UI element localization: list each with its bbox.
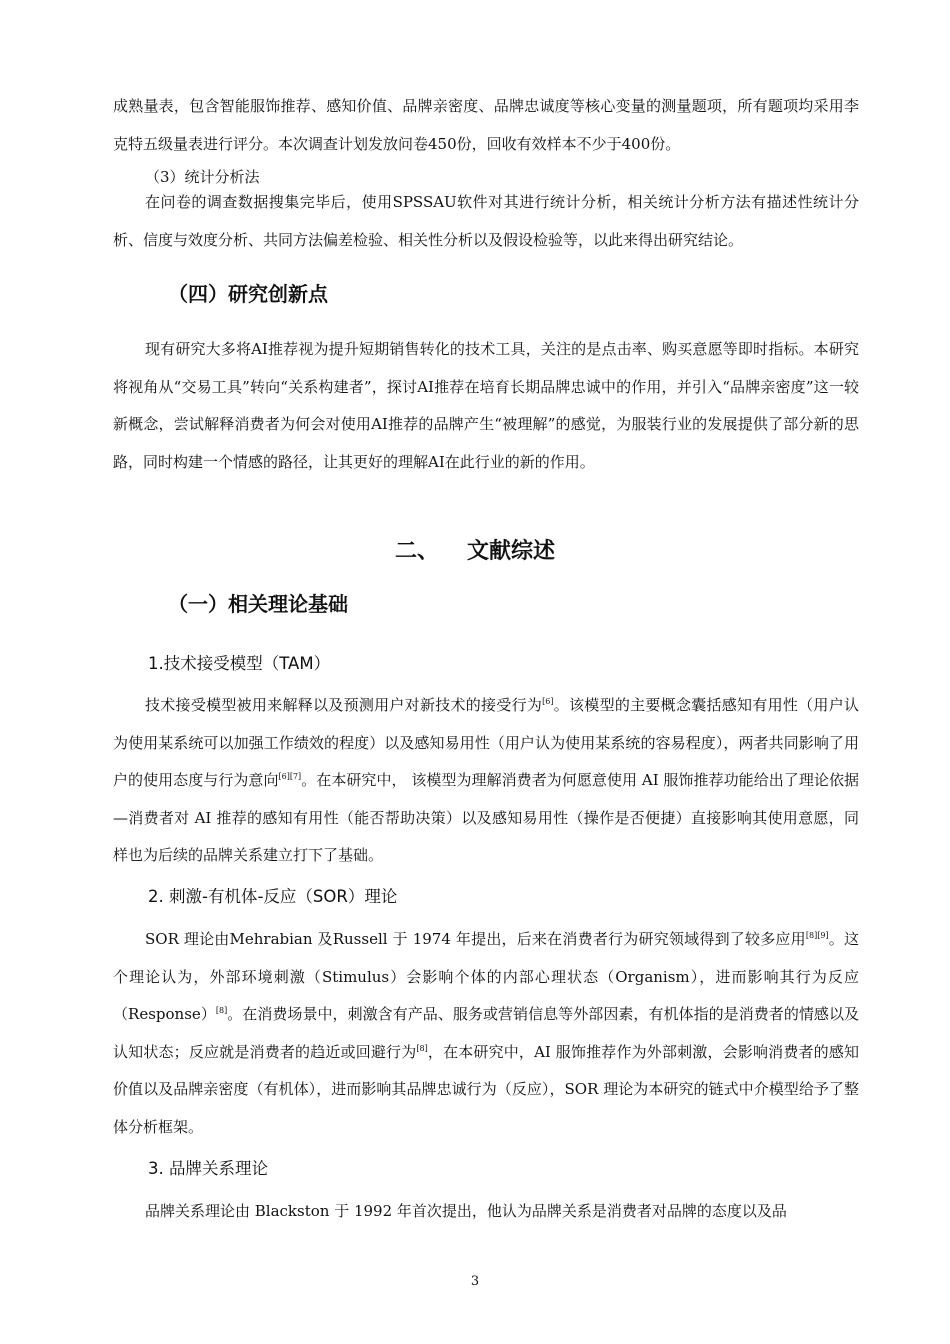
chapter-number: 二、 [394, 539, 439, 564]
paragraph-statistics: 在问卷的调查数据搜集完毕后，使用SPSSAU软件对其进行统计分析，相关统计分析方法有描述性统计分析、信度与效度分析、共同方法偏差检验、相关性分析以及假设检验等，以此来得出研究结论。 [113, 193, 859, 249]
subheading-sor: 2. 刺激-有机体-反应（SOR）理论 [148, 887, 398, 906]
citation-ref: [6][7] [278, 772, 302, 781]
subheading-brand-relationship: 3. 品牌关系理论 [148, 1159, 268, 1178]
section-heading-innovation: （四）研究创新点 [168, 282, 328, 306]
citation-ref: [8][9] [805, 931, 829, 940]
chapter-title: 文献综述 [467, 539, 556, 564]
subheading-tam: 1.技术接受模型（TAM） [148, 654, 331, 673]
citation-ref: [6] [542, 697, 554, 706]
paragraph-sor: SOR 理论由Mehrabian 及Russell 于 1974 年提出，后来在消费者行为研究领域得到了较多应用[8][9]。这个理论认为，外部环境刺激（Stimulus）会影响个体的内部心理状态（Organism），进而影响其行为反应（Response）[8]。在消费场景中，刺激含有产品、服务或营销信息等外部因素，有机体指的是消费者的情感以及认知状态；反应就是消费者的趋近或回避行为[8]，在本研究中，AI 服饰推荐作为外部刺激，会影响消费者的感知价值以及品牌亲密度（有机体），进而影响其品牌忠诚行为（反应），SOR 理论为本研究的链式中介模型给予了整体分析框架。 [113, 930, 859, 1136]
paragraph-brand-relationship: 品牌关系理论由 Blackston 于 1992 年首次提出，他认为品牌关系是消费者对品牌的态度以及品 [145, 1202, 787, 1220]
section-heading-theory: （一）相关理论基础 [168, 592, 348, 616]
citation-ref: [8] [416, 1043, 428, 1053]
paragraph-tam: 技术接受模型被用来解释以及预测用户对新技术的接受行为[6]。该模型的主要概念囊括感知有用性（用户认为使用某系统可以加强工作绩效的程度）以及感知易用性（用户认为使用某系统的容易程度），两者共同影响了用户的使用态度与行为意向[6][7]。在本研究中， 该模型为理解消费者为何愿意使用 AI 服饰推荐功能给出了理论依据—消费者对 AI 推荐的感知有用性（能否帮助决策）以及感知易用性（操作是否便捷）直接影响其使用意愿，同样也为后续的品牌关系建立打下了基础。 [113, 696, 859, 864]
paragraph-questionnaire: 成熟量表，包含智能服饰推荐、感知价值、品牌亲密度、品牌忠诚度等核心变量的测量题项，所有题项均采用李克特五级量表进行评分。本次调查计划发放问卷450份，回收有效样本不少于400份。 [113, 97, 859, 153]
page-number: 3 [470, 1274, 480, 1289]
paragraph-innovation: 现有研究大多将AI推荐视为提升短期销售转化的技术工具，关注的是点击率、购买意愿等即时指标。本研究将视角从“交易工具”转向“关系构建者”，探讨AI推荐在培育长期品牌忠诚中的作用，并引入“品牌亲密度”这一较新概念，尝试解释消费者为何会对使用AI推荐的品牌产生“被理解”的感觉，为服装行业的发展提供了部分新的思路，同时构建一个情感的路径，让其更好的理解AI在此行业的新的作用。 [113, 340, 859, 471]
method-item-statistics: （3）统计分析法 [145, 168, 260, 186]
citation-ref: [8] [215, 1006, 228, 1015]
chapter-heading [0, 534, 950, 565]
